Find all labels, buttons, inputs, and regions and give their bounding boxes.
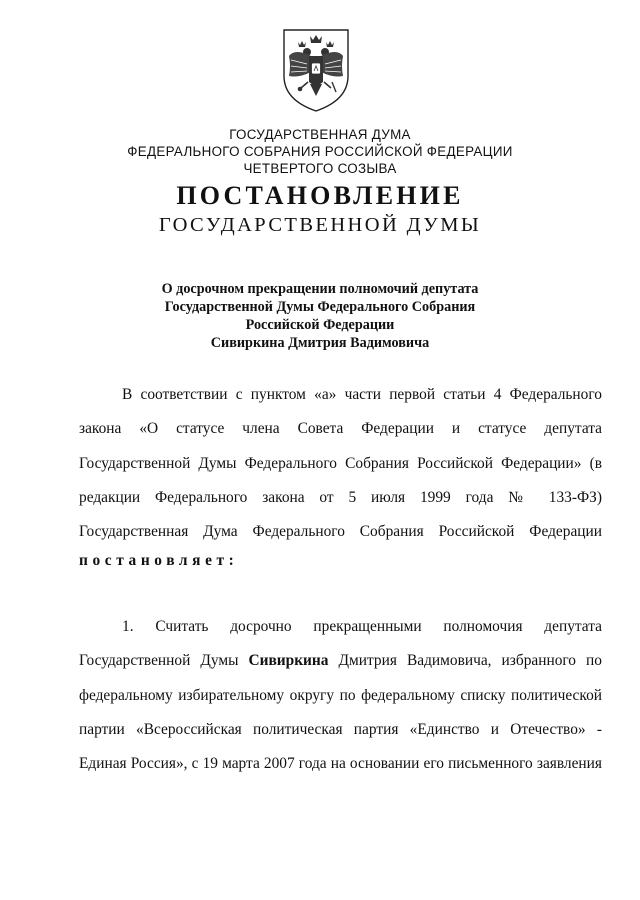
preamble-line-2: закона «О статусе члена Совета Федерации и статусе депутата bbox=[79, 420, 602, 438]
decision-line-2 bbox=[79, 644, 602, 678]
decree-word: постановляет: bbox=[79, 552, 239, 569]
eagle-emblem-icon bbox=[281, 26, 351, 114]
preamble-line-4: редакции Федерального закона от 5 июля 1999 года № 133-ФЗ) bbox=[79, 488, 602, 506]
decision-line-1: 1. Считать досрочно прекращенными полномочия депутата bbox=[122, 618, 602, 635]
decision-line-4: партии «Всероссийская политическая партия «Единство и Отечество» - bbox=[79, 720, 602, 738]
header-line-3: ЧЕТВЕРТОГО СОЗЫВА bbox=[243, 161, 397, 176]
decision-line-3: федеральному избирательному округу по федеральному списку политической bbox=[79, 686, 602, 704]
preamble-line-5: Государственная Дума Федерального Собрания Российской Федерации bbox=[79, 523, 602, 541]
subject-line-1: О досрочном прекращении полномочий депутата bbox=[161, 281, 479, 297]
subject-line-2: Государственной Думы Федерального Собрания bbox=[164, 299, 476, 315]
preamble-line-3: Государственной Думы Федерального Собрания Российской Федерации» (в bbox=[79, 454, 602, 472]
state-emblem bbox=[281, 26, 351, 114]
preamble-line-1: В соответствии с пунктом «а» части первой статьи 4 Федерального bbox=[122, 386, 602, 403]
subject-line-4: Сивиркина Дмитрия Вадимовича bbox=[210, 335, 430, 351]
document-subject bbox=[0, 280, 640, 352]
issuer-header bbox=[0, 126, 640, 177]
document-subtitle: ГОСУДАРСТВЕННОЙ ДУМЫ bbox=[158, 214, 482, 236]
preamble-paragraph bbox=[79, 378, 602, 549]
decision-line-5: Единая Россия», с 19 марта 2007 года на основании его письменного заявления bbox=[79, 755, 602, 773]
header-line-2: ФЕДЕРАЛЬНОГО СОБРАНИЯ РОССИЙСКОЙ ФЕДЕРАЦИИ bbox=[127, 144, 513, 159]
document-title: ПОСТАНОВЛЕНИЕ bbox=[176, 181, 464, 210]
subject-line-3: Российской Федерации bbox=[245, 317, 395, 333]
decision-line-2-start: Государственной Думы bbox=[79, 652, 239, 670]
header-line-1: ГОСУДАРСТВЕННАЯ ДУМА bbox=[229, 127, 411, 142]
deputy-surname: Сивиркина bbox=[248, 652, 329, 670]
decision-paragraph bbox=[79, 610, 602, 781]
decision-line-2-end: Дмитрия Вадимовича, избранного по bbox=[338, 652, 602, 670]
